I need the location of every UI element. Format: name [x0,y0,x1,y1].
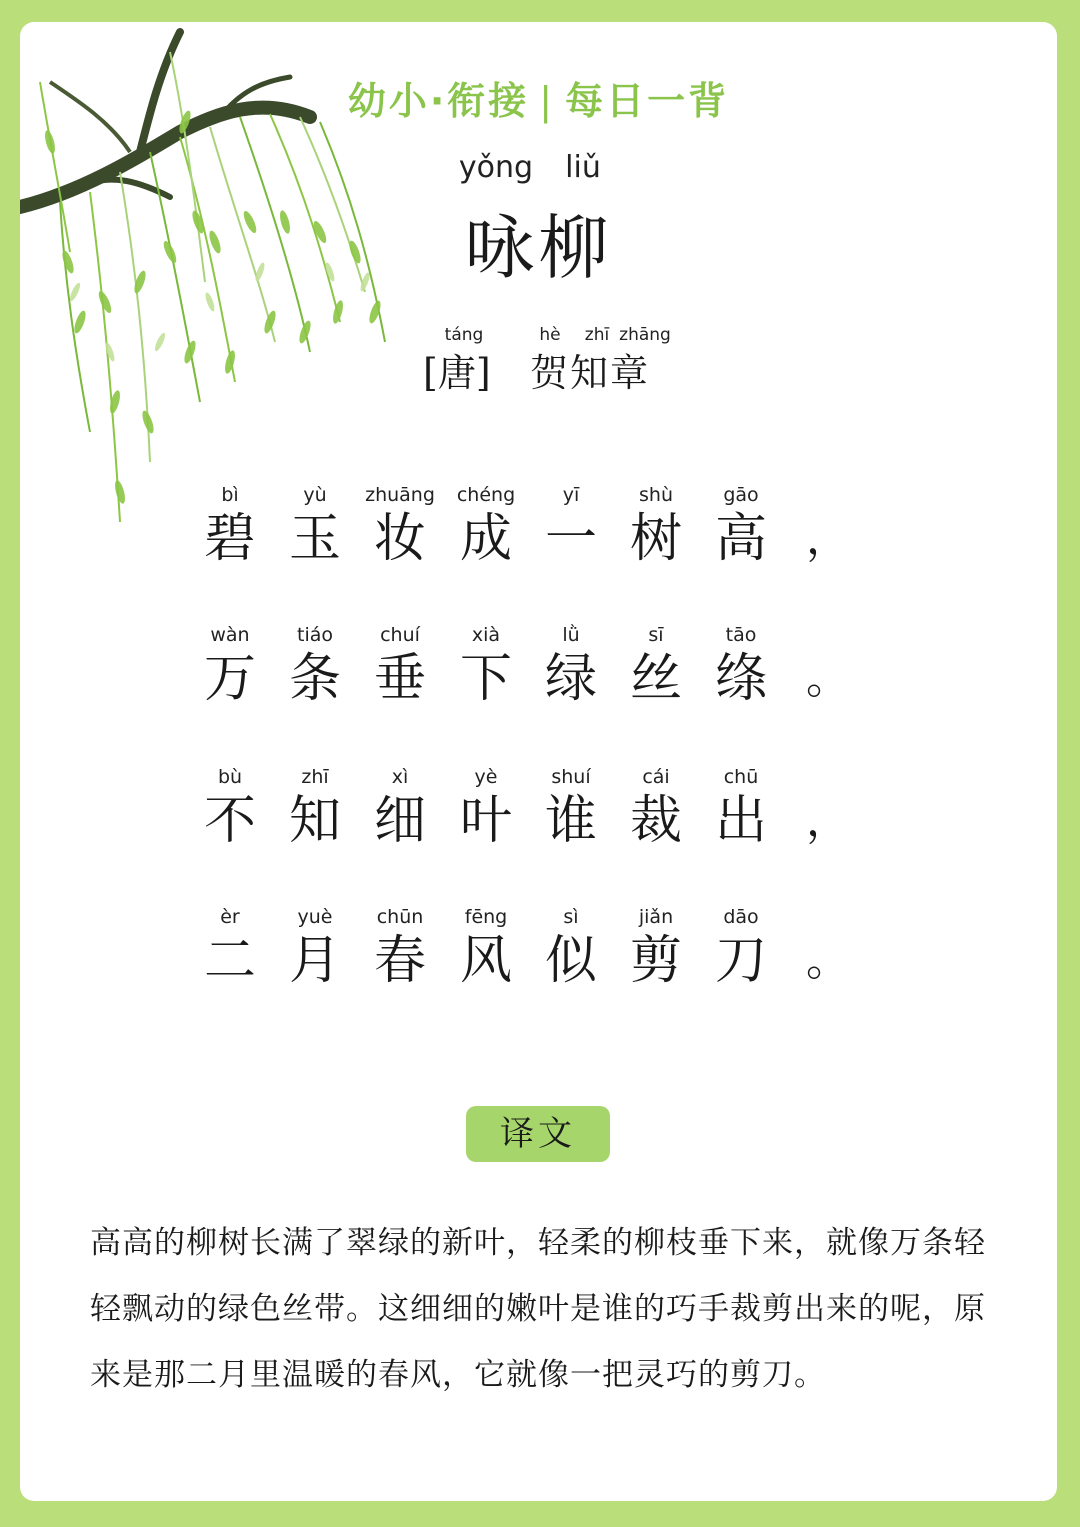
poem-line [20,482,1057,582]
poem-char [273,622,357,710]
char-hanzi: 妆 [373,509,426,569]
char-pinyin: shuí [551,766,591,788]
poem-char [188,764,272,852]
translation-text: 高高的柳树长满了翠绿的新叶，轻柔的柳枝垂下来，就像万条轻轻飘动的绿色丝带。这细细的嫩叶是谁的巧手裁剪出来的呢，原来是那二月里温暖的春风，它就像一把灵巧的剪刀。 [90,1225,986,1393]
char-hanzi: 春 [373,931,426,991]
poem-char [529,764,613,852]
poem-char [614,482,698,570]
line-punctuation: ， [806,795,850,846]
poem-char [529,482,613,570]
char-hanzi: 细 [373,791,426,851]
char-hanzi: 垂 [373,649,426,709]
char-pinyin: chéng [456,484,516,506]
poem-char [444,482,528,570]
poem-line [20,764,1057,864]
poem-char [699,622,783,710]
poem-char [273,764,357,852]
char-pinyin: tāo [725,624,757,646]
poem-char [444,622,528,710]
char-hanzi: 谁 [544,791,597,851]
char-hanzi: 一 [544,509,597,569]
char-pinyin: fēng [464,906,508,928]
char-hanzi: 玉 [288,509,341,569]
char-hanzi: 剪 [629,931,682,991]
poem-title: 咏柳 [464,207,613,289]
line-punctuation: ， [806,513,850,564]
poem-char [444,904,528,992]
char-pinyin: shù [639,484,673,506]
title-pinyin-1: yǒng [458,150,534,185]
author-name: 贺知章 [530,351,651,395]
author-pinyin-3: zhāng [619,325,671,345]
char-pinyin: èr [220,906,240,928]
author-line [20,342,1057,395]
char-hanzi: 刀 [714,931,767,991]
char-hanzi: 条 [288,649,341,709]
dynasty-pinyin: táng [444,325,484,345]
poem-line [20,904,1057,1004]
dynasty: [唐] [423,351,491,395]
char-pinyin: wàn [210,624,250,646]
char-hanzi: 月 [288,931,341,991]
char-hanzi: 下 [459,649,512,709]
char-hanzi: 成 [459,509,512,569]
char-pinyin: chūn [376,906,424,928]
author-pinyin-2: zhī [584,325,610,345]
line-punctuation: 。 [806,935,850,986]
header-left: 幼小·衔接 [347,79,530,123]
char-pinyin: bù [217,766,243,788]
char-hanzi: 风 [459,931,512,991]
poem-char [358,622,442,710]
char-pinyin: zhuāng [365,484,435,506]
char-hanzi: 叶 [459,791,512,851]
poem-char [699,482,783,570]
poem-card [20,22,1057,1501]
char-hanzi: 碧 [203,509,256,569]
line-punctuation: 。 [806,653,850,704]
header-right: 每日一背 [565,79,730,123]
char-hanzi: 知 [288,791,341,851]
char-pinyin: chū [723,766,759,788]
char-pinyin: lǜ [562,624,580,646]
char-pinyin: yuè [297,906,333,928]
poem-char [529,622,613,710]
char-pinyin: sì [563,906,579,928]
header-separator: | [539,79,556,123]
poem-char [273,904,357,992]
char-pinyin: chuí [380,624,420,646]
char-hanzi: 绿 [544,649,597,709]
char-hanzi: 不 [203,791,256,851]
poem-char [529,904,613,992]
poem-char [188,904,272,992]
poem-char [188,482,272,570]
char-hanzi: 高 [714,509,767,569]
char-pinyin: dāo [723,906,759,928]
char-hanzi: 裁 [629,791,682,851]
poem-char [699,904,783,992]
char-pinyin: xì [391,766,409,788]
char-hanzi: 树 [629,509,682,569]
char-pinyin: jiǎn [638,906,674,928]
char-pinyin: yī [562,484,580,506]
char-pinyin: cái [642,766,670,788]
author-pinyin-1: hè [539,325,561,345]
char-pinyin: yù [303,484,327,506]
char-hanzi: 万 [203,649,256,709]
char-hanzi: 二 [203,931,256,991]
poem-char [699,764,783,852]
title-pinyin-2: liǔ [565,150,601,185]
poem-char [614,904,698,992]
char-pinyin: gāo [723,484,759,506]
char-pinyin: sī [648,624,664,646]
poem-char [614,764,698,852]
poem-char [358,764,442,852]
poem-char [614,622,698,710]
poem-char [188,622,272,710]
char-hanzi: 丝 [629,649,682,709]
char-hanzi: 出 [714,791,767,851]
poem-char [358,482,442,570]
char-pinyin: yè [474,766,498,788]
char-pinyin: bì [221,484,239,506]
char-pinyin: xià [471,624,501,646]
char-pinyin: tiáo [297,624,333,646]
poem-char [444,764,528,852]
series-header [20,70,1057,125]
char-hanzi: 似 [544,931,597,991]
char-pinyin: zhī [301,766,329,788]
translation-badge: 译文 [466,1106,610,1162]
poem-line [20,622,1057,722]
poem-char [273,482,357,570]
poem-char [358,904,442,992]
char-hanzi: 绦 [714,649,767,709]
